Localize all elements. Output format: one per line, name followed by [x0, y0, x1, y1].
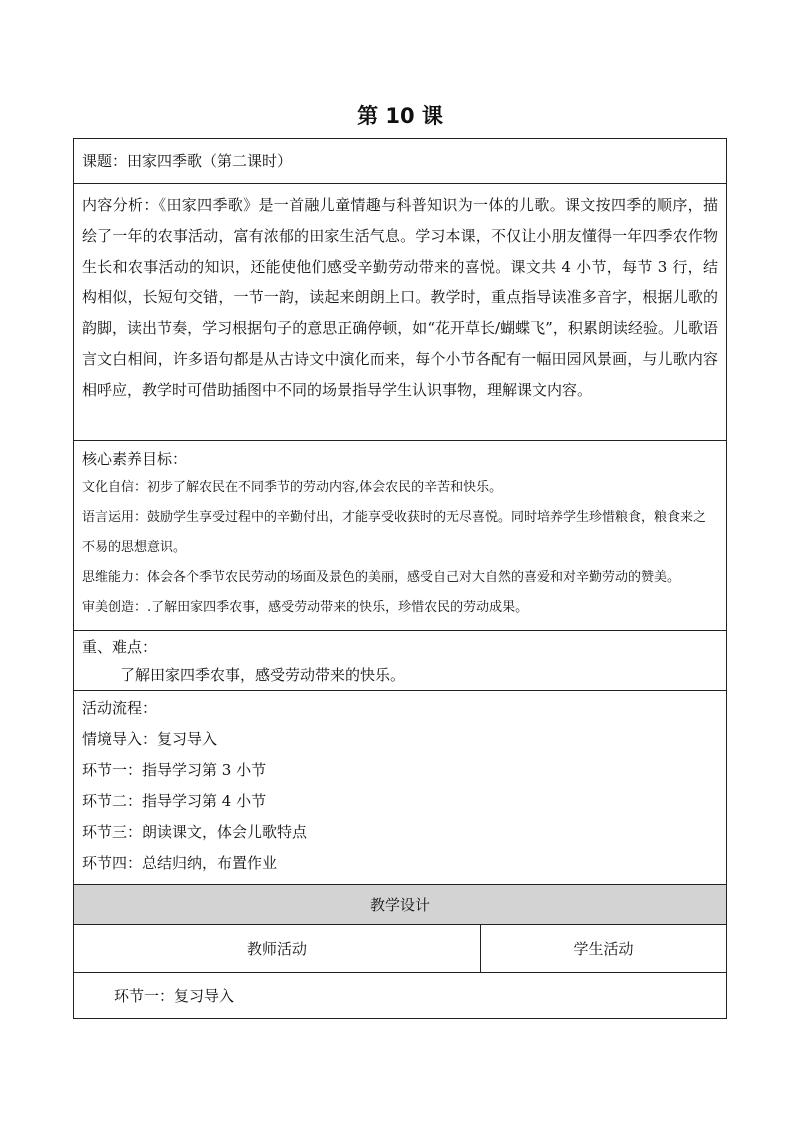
activity-flow-heading: 活动流程：	[82, 699, 158, 717]
activity-columns-header	[74, 924, 726, 972]
teacher-activity-header: 教师活动	[74, 925, 481, 972]
activity-flow-section	[74, 690, 726, 884]
flow-step: 环节四：总结归纳，布置作业	[82, 854, 278, 872]
goal-item: 文化自信：初步了解农民在不同季节的劳动内容,体会农民的辛苦和快乐。	[82, 480, 503, 495]
core-goals-heading: 核心素养目标：	[82, 450, 188, 468]
flow-step: 环节一：指导学习第 3 小节	[82, 761, 267, 779]
design-step-row: 环节一：复习导入	[74, 972, 726, 1018]
flow-step: 情境导入：复习导入	[82, 730, 218, 748]
flow-step: 环节三：朗读课文，体会儿歌特点	[82, 823, 308, 841]
lesson-title: 第 10 课	[357, 104, 443, 128]
student-activity-header: 学生活动	[573, 940, 634, 958]
topic-row: 课题：田家四季歌（第二课时）	[82, 152, 293, 170]
flow-step: 环节二：指导学习第 4 小节	[82, 792, 267, 810]
key-points-heading: 重、难点：	[82, 638, 158, 656]
teaching-design-header: 教学设计	[74, 884, 726, 924]
key-points-section	[74, 630, 726, 690]
goal-item: 审美创造：.了解田家四季农事，感受劳动带来的快乐，珍惜农民的劳动成果。	[82, 600, 529, 615]
core-goals-section	[74, 440, 726, 630]
content-analysis: 内容分析：《田家四季歌》是一首融儿童情趣与科普知识为一体的儿歌。课文按四季的顺序，描绘了一年的农事活动，富有浓郁的田家生活气息。学习本课，不仅让小朋友懂得一年四季农作物生长和农事活动的知识，还能使他们感受辛勤劳动带来的喜悦。课文共 4 小节，每节 3 行，结构相似，长短句交错，一节一韵，读起来朗朗上口。教学时，重点指导读准多音字，根据儿歌的韵脚，读出节奏，学习根据句子的意思正确停顿，如“花开草长/蝴蝶飞”，积累朗读经验。儿歌语言文白相间，许多语句都是从古诗文中演化而来，每个小节各配有一幅田园风景画，与儿歌内容相呼应，教学时可借助插图中不同的场景指导学生认识事物，理解课文内容。	[74, 183, 726, 440]
goal-item: 思维能力：体会各个季节农民劳动的场面及景色的美丽，感受自己对大自然的喜爱和对辛勤劳动的赞美。	[82, 570, 681, 585]
lesson-plan-table	[73, 138, 727, 1019]
key-points-text: 了解田家四季农事，感受劳动带来的快乐。	[120, 666, 406, 684]
goal-item: 语言运用：鼓励学生享受过程中的辛勤付出，才能享受收获时的无尽喜悦。同时培养学生珍惜粮食，粮食来之不易的思想意识。	[82, 510, 707, 555]
